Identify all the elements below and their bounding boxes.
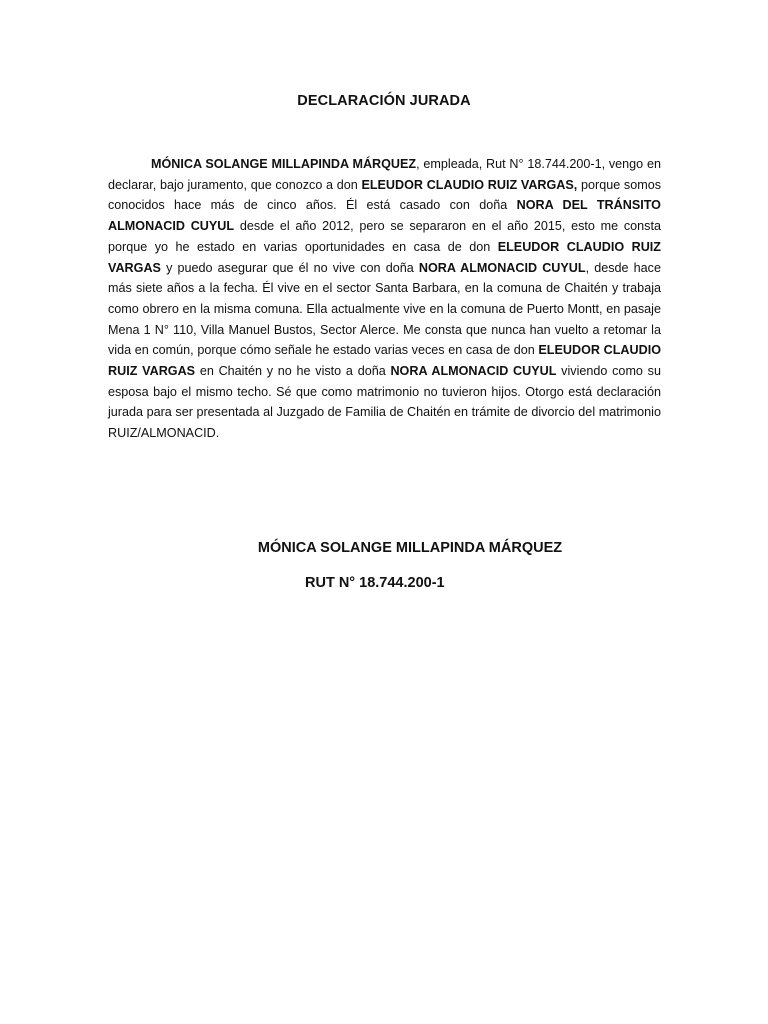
person-name-nora-full: NORA DEL TRÁNSITO ALMONACID CUYUL (108, 198, 661, 234)
signature-name: MÓNICA SOLANGE MILLAPINDA MÁRQUEZ (257, 540, 563, 556)
paragraph-text: en Chaitén y no he visto a doña (195, 364, 391, 379)
paragraph-text: porque somos conocidos hace más de cinco años. Él está casado con doña (108, 177, 661, 213)
paragraph-text: viviendo como su esposa bajo el mismo techo. Sé que como matrimonio no tuvieron hijos. Otorgo está declaración jurada para ser presentada al Juzgado de Familia de Chaitén en trámite de divorcio del matrimonio RUIZ/ALMONACID. (108, 364, 661, 441)
person-name-nora: NORA ALMONACID CUYUL (390, 364, 557, 379)
document-title: DECLARACIÓN JURADA (297, 93, 471, 109)
paragraph-text: , empleada, Rut N° 18.744.200-1, vengo en declarar, bajo juramento, que conozco a don (108, 157, 661, 192)
person-name-nora: NORA ALMONACID CUYUL (418, 260, 586, 275)
person-name-eleudor: ELEUDOR CLAUDIO RUIZ VARGAS (108, 343, 661, 379)
person-name-eleudor: ELEUDOR CLAUDIO RUIZ VARGAS, (361, 177, 578, 192)
paragraph-text: y puedo asegurar que él no vive con doña (160, 260, 419, 275)
signature-rut: RUT N° 18.744.200-1 (305, 575, 445, 591)
person-name-eleudor: ELEUDOR CLAUDIO RUIZ VARGAS (108, 239, 661, 275)
paragraph-text: , desde hace más siete años a la fecha. Él vive en el sector Santa Barbara, en la comuna de Chaitén y trabaja como obrero en la misma comuna. Ella actualmente vive en la comuna de Puerto Montt, en pasaje Mena 1 N° 110, Villa Manuel Bustos, Sector Alerce. Me consta que nunca han vuelto a retomar la vida en común, porque cómo señale he estado varias veces en casa de don (108, 260, 661, 358)
paragraph-text: desde el año 2012, pero se separaron en el año 2015, esto me consta porque yo he estado en varias oportunidades en casa de don (108, 219, 661, 254)
declaration-paragraph (108, 154, 661, 444)
declarant-name: MÓNICA SOLANGE MILLAPINDA MÁRQUEZ (151, 157, 417, 171)
